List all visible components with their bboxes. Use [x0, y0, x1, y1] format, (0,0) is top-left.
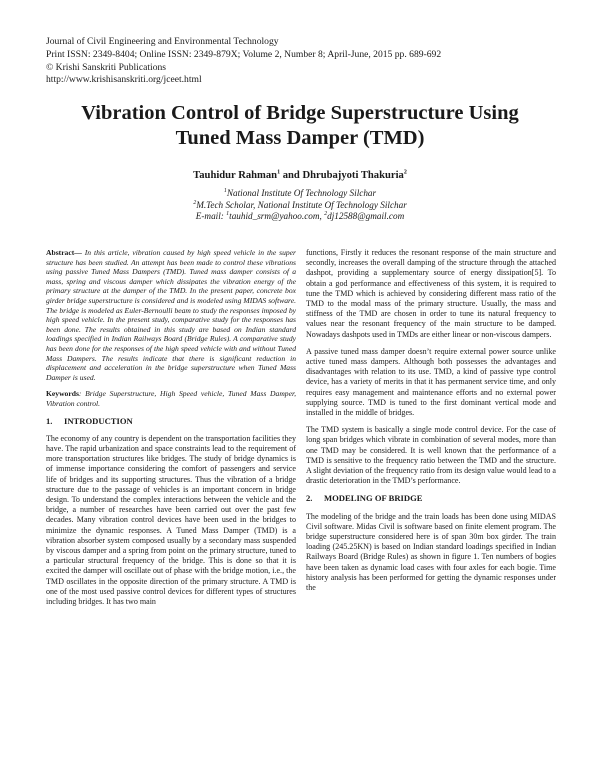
email-line	[40, 211, 560, 223]
journal-header	[46, 36, 441, 87]
affiliations	[40, 188, 560, 223]
title-line-1: Vibration Control of Bridge Superstructure Using	[81, 102, 519, 124]
section-1-number: 1.	[46, 415, 53, 426]
paragraph-modeling: The modeling of the bridge and the train loads has been done using MIDAS Civil software. Midas Civil is software based on finite element program. The bridge superstructure considered here is of span 30m box girder. The train loading (245.25KN) is based on Indian standard loadings specified in Indian Railways Board (Bridge Rules) as shown in figure 1. Ten numbers of bogies have been taken as dynamic load cases with four axles for each bogie. Time history analysis has been performed for getting the dynamic responses under the	[306, 511, 556, 593]
right-column	[306, 248, 556, 600]
journal-publisher: © Krishi Sanskriti Publications	[46, 61, 167, 73]
journal-name: Journal of Civil Engineering and Environmental Technology	[46, 36, 279, 47]
affiliation-1	[40, 188, 560, 200]
paragraph-passive-tmd: A passive tuned mass damper doesn’t require external power source unlike active tuned mass dampers. Although both possesses the advantages and disadvantages with relation to its use. TMD, a kind of passive type control device, has a variety of merits in that it has permanent service time, and only requires easy management and maintenance efforts and no external power supplying source. TMD is tuned to the first dominant vertical mode and installed in the middle of bridges.	[306, 346, 556, 418]
intro-paragraph: The economy of any country is dependent on the transportation facilities they have. The rapid urbanization and space constraints lead to the requirement of more transportation structures like bridges. The study of bridge dynamics is of immense importance considering the comfort of passengers and service life of bridges and its supporting structures. Thus the vibration of a bridge structure due to the passage of vehicles is an important concern in bridge design. To understand the complex interactions between the vehicle and the bridge, a number of researches have been carried out over the past few decades. Many vibration control devices have been used in the bridges to minimize the dynamic responses. A Tuned Mass Damper (TMD) is a vibration absorber system composed usually by a secondary mass suspended by viscous damper and a spring from point on the primary structure, tuned to a particular structural frequency of the bridge. This is done so that it is excited the damper will oscillate out of phase with the bridge motion, i.e., the TMD oscillates in the opposite direction of the primary structure. A TMD is one of the most used passive control devices for different types of structures including bridges. It has two main	[46, 433, 296, 606]
email-1[interactable]: tauhid_srm@yahoo.com,	[229, 211, 325, 221]
paragraph-single-mode: The TMD system is basically a single mode control device. For the case of long span bridges which vibrate in combination of several modes, more than one TMD may be considered. It is well known that the performance of a TMD is sensitive to the frequency ratio between the TMD and the structure. A slight deviation of the frequency ratio from its design value would lead to a drastic deterioration in the TMD’s performance.	[306, 425, 556, 486]
keywords	[46, 389, 296, 408]
author-2-sup: 2	[403, 169, 407, 176]
paragraph-tmd-functions: functions, Firstly it reduces the resonant response of the main structure and secondly, increases the overall damping of the structure through the attached dashpot, providing a supplementary source of energy dissipation[5]. To obtain a god performance and effectiveness of this system, it is required to tune the TMD which is achieved by considering different mass ratio of the TMD to the modal mass of the primary structure. Usually, the mass and stiffness of the TMD are chosen in order to tune its natural frequency to values near the resonant frequency of the main structure to be damped. Nowadays dashpots used in TMDs are either linear or non-viscous dampers.	[306, 248, 556, 339]
journal-issn: Print ISSN: 2349-8404; Online ISSN: 2349-879X; Volume 2, Number 8; April-June, 2015 pp. 689-692	[46, 48, 442, 60]
author-list	[40, 170, 560, 181]
journal-url[interactable]: http://www.krishisanskriti.org/jceet.html	[46, 74, 202, 86]
left-column	[46, 248, 296, 614]
section-heading-introduction	[46, 416, 296, 426]
keywords-text: : Bridge Superstructure, High Speed vehicle, Tuned Mass Damper, Vibration control.	[46, 389, 296, 408]
affil-1-sup: 1	[223, 187, 227, 194]
email-prefix: E-mail:	[195, 211, 227, 221]
author-and: and	[280, 170, 303, 181]
affil-2-sup: 2	[193, 199, 197, 206]
section-1-title: INTRODUCTION	[64, 415, 133, 426]
section-2-number: 2.	[306, 493, 313, 504]
abstract	[46, 248, 296, 382]
affil-1-text: National Institute Of Technology Silchar	[226, 188, 377, 198]
section-2-title: MODELING OF BRIDGE	[324, 493, 423, 504]
author-1: Tauhidur Rahman	[193, 170, 278, 181]
paper-title	[40, 101, 560, 151]
email-2-sup: 2	[324, 210, 328, 217]
abstract-text: In this article, vibration caused by high speed vehicle in the super structure has been studied. An attempt has been made to control these vibrations using passive Tuned Mass Dampers (TMD). Tuned mass damper consists of a mass, spring and viscous damper which dissipates the vibration energy of the primary structure at the damper of the TMD. In the present paper, concrete box girder bridge superstructure is considered and is modeled using MIDAS software. The bridge is modeled as Euler-Bernoulli beam to study the responses imposed by high speed vehicle. In the present study, comparative study for the responses has been done. The results obtained in this study are based on Indian standard loadings specified in Indian Railways Board (Bridge Rules). A comparative study has been done for the responses of the high speed vehicle with and without Tuned Mass Dampers. The results indicate that there is significant reduction in displacement and acceleration in the bridge superstructure when Tuned Mass Damper is used.	[46, 248, 296, 382]
abstract-label: Abstract—	[46, 248, 82, 257]
keywords-label: Keywords	[46, 389, 79, 399]
affil-2-text: M.Tech Scholar, National Institute Of Technology Silchar	[196, 199, 407, 210]
title-line-2: Tuned Mass Damper (TMD)	[175, 127, 425, 149]
section-heading-modeling	[306, 493, 556, 503]
email-1-sup: 1	[226, 210, 230, 217]
email-2[interactable]: dj12588@gmail.com	[327, 211, 405, 221]
author-2: Dhrubajyoti Thakuria	[302, 170, 404, 181]
author-1-sup: 1	[277, 169, 281, 176]
affiliation-2	[40, 200, 560, 212]
